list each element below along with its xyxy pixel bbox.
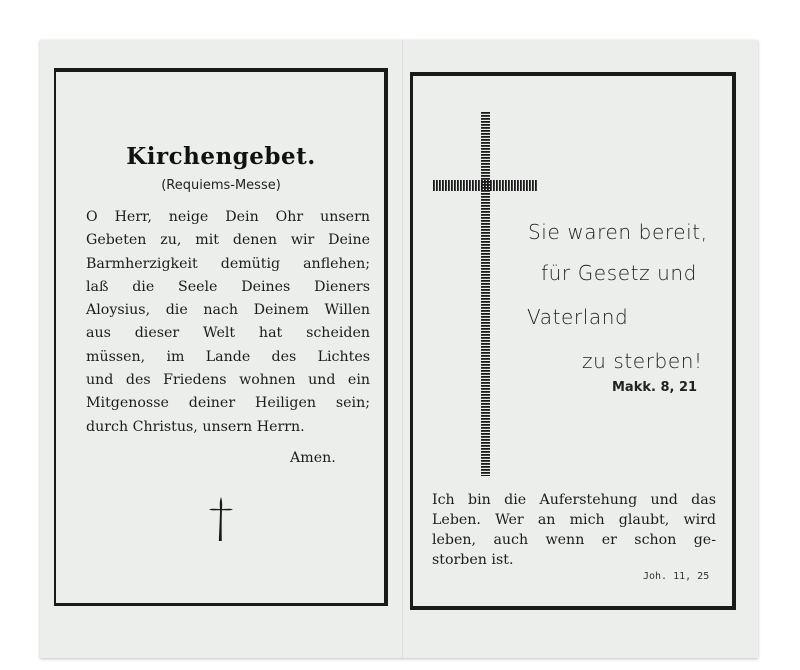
quote-reference: Makk. 8, 21	[612, 380, 698, 395]
prayer-line: O Herr, neige Dein Ohr unsern	[86, 209, 370, 225]
verse-reference: Joh. 11, 25	[643, 571, 710, 582]
verse-line: Ich bin die Auferstehung und das	[432, 492, 716, 508]
quote-line: zu sterben!	[582, 349, 703, 373]
prayer-line: Gebeten zu, mit denen wir Deine	[86, 232, 370, 249]
prayer-line: müssen, im Lande des Lichtes	[86, 348, 370, 365]
small-cross-icon	[207, 495, 235, 543]
prayer-subtitle: (Requiems-Messe)	[161, 178, 281, 193]
quote-line: Vaterland	[527, 305, 629, 329]
card-fold	[402, 40, 404, 658]
prayer-line: Barmherzigkeit demütig anflehen;	[86, 255, 370, 272]
prayer-line: Mitgenosse deiner Heiligen sein;	[86, 395, 370, 412]
prayer-line: Aloysius, die nach Deinem Willen	[86, 302, 370, 319]
prayer-line: und des Friedens wohnen und ein	[86, 372, 370, 389]
prayer-text	[86, 206, 370, 439]
left-panel-header	[54, 0, 388, 200]
verse-line: storben ist.	[432, 552, 514, 568]
prayer-line: laß die Seele Deines Dieners	[86, 278, 370, 295]
verse-line: Leben. Wer an mich glaubt, wird	[432, 512, 716, 528]
quote-line: Sie waren bereit,	[528, 220, 708, 244]
prayer-closing: Amen.	[290, 450, 336, 466]
quote-line: für Gesetz und	[541, 261, 697, 285]
verse-text	[432, 490, 716, 570]
prayer-line: aus dieser Welt hat scheiden	[86, 325, 370, 342]
prayer-line: durch Christus, unsern Herrn.	[86, 418, 305, 435]
prayer-title: Kirchengebet.	[126, 143, 316, 170]
large-cross-icon	[433, 112, 543, 478]
verse-line: leben, auch wenn er schon ge-	[432, 532, 716, 548]
